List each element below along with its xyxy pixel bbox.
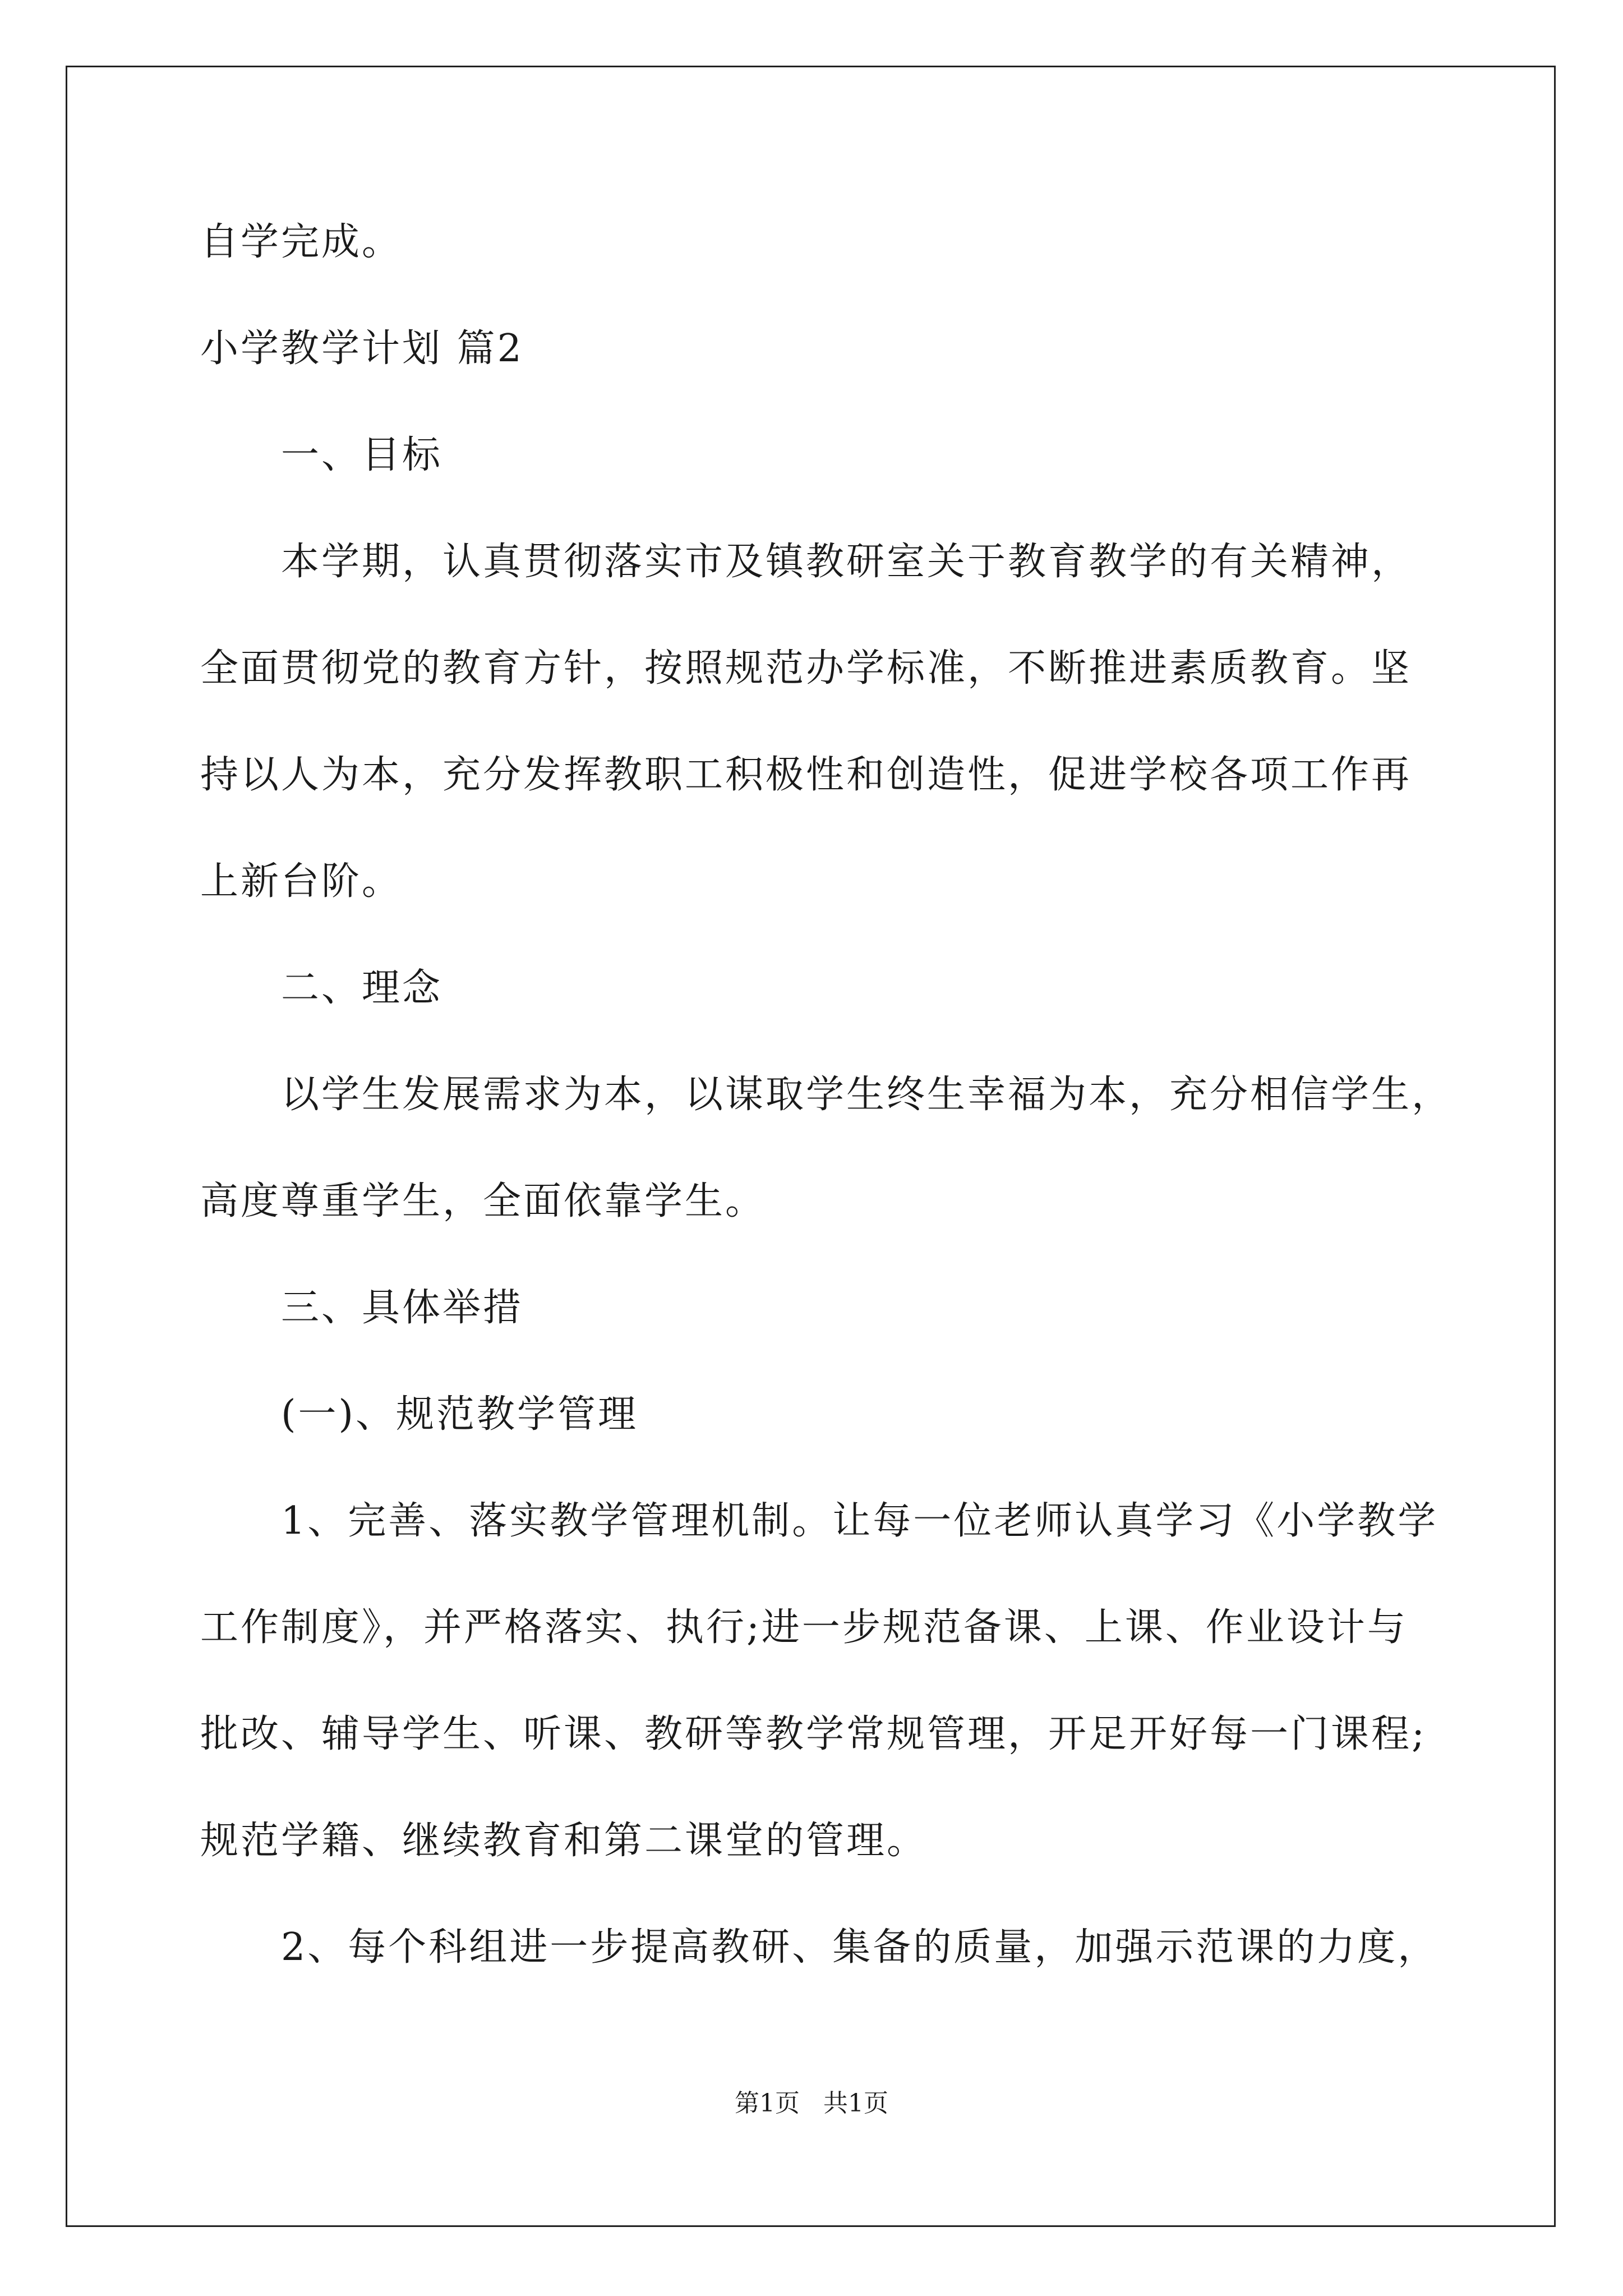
text-line: 批改、辅导学生、听课、教研等教学常规管理，开足开好每一门课程; <box>200 1712 1427 1756</box>
section-title: 小学教学计划 篇2 <box>200 326 524 371</box>
heading-measures: 三、具体举措 <box>200 1286 524 1330</box>
text-line: 上新台阶。 <box>200 859 403 904</box>
text-line: 1、完善、落实教学管理机制。让每一位老师认真学习《小学教学 <box>200 1499 1438 1543</box>
heading-goals: 一、目标 <box>200 433 443 477</box>
heading-philosophy: 二、理念 <box>200 966 443 1010</box>
text-line: 全面贯彻党的教育方针，按照规范办学标准，不断推进素质教育。坚 <box>200 646 1412 691</box>
subheading: (一)、规范教学管理 <box>200 1392 639 1437</box>
text-line: 工作制度》，并严格落实、执行;进一步规范备课、上课、作业设计与 <box>200 1605 1408 1650</box>
text-line: 2、每个科组进一步提高教研、集备的质量，加强示范课的力度， <box>200 1925 1438 1970</box>
text-line: 以学生发展需求为本，以谋取学生终生幸福为本，充分相信学生， <box>200 1073 1453 1117</box>
text-line: 本学期，认真贯彻落实市及镇教研室关于教育教学的有关精神， <box>200 540 1412 584</box>
text-line: 高度尊重学生，全面依靠学生。 <box>200 1179 766 1223</box>
text-line: 持以人为本，充分发挥教职工积极性和创造性，促进学校各项工作再 <box>200 753 1412 797</box>
text-line: 自学完成。 <box>200 220 403 264</box>
page-footer: 第1页 共1页 <box>735 2089 888 2118</box>
text-line: 规范学籍、继续教育和第二课堂的管理。 <box>200 1819 928 1863</box>
page-border <box>66 66 1556 2227</box>
